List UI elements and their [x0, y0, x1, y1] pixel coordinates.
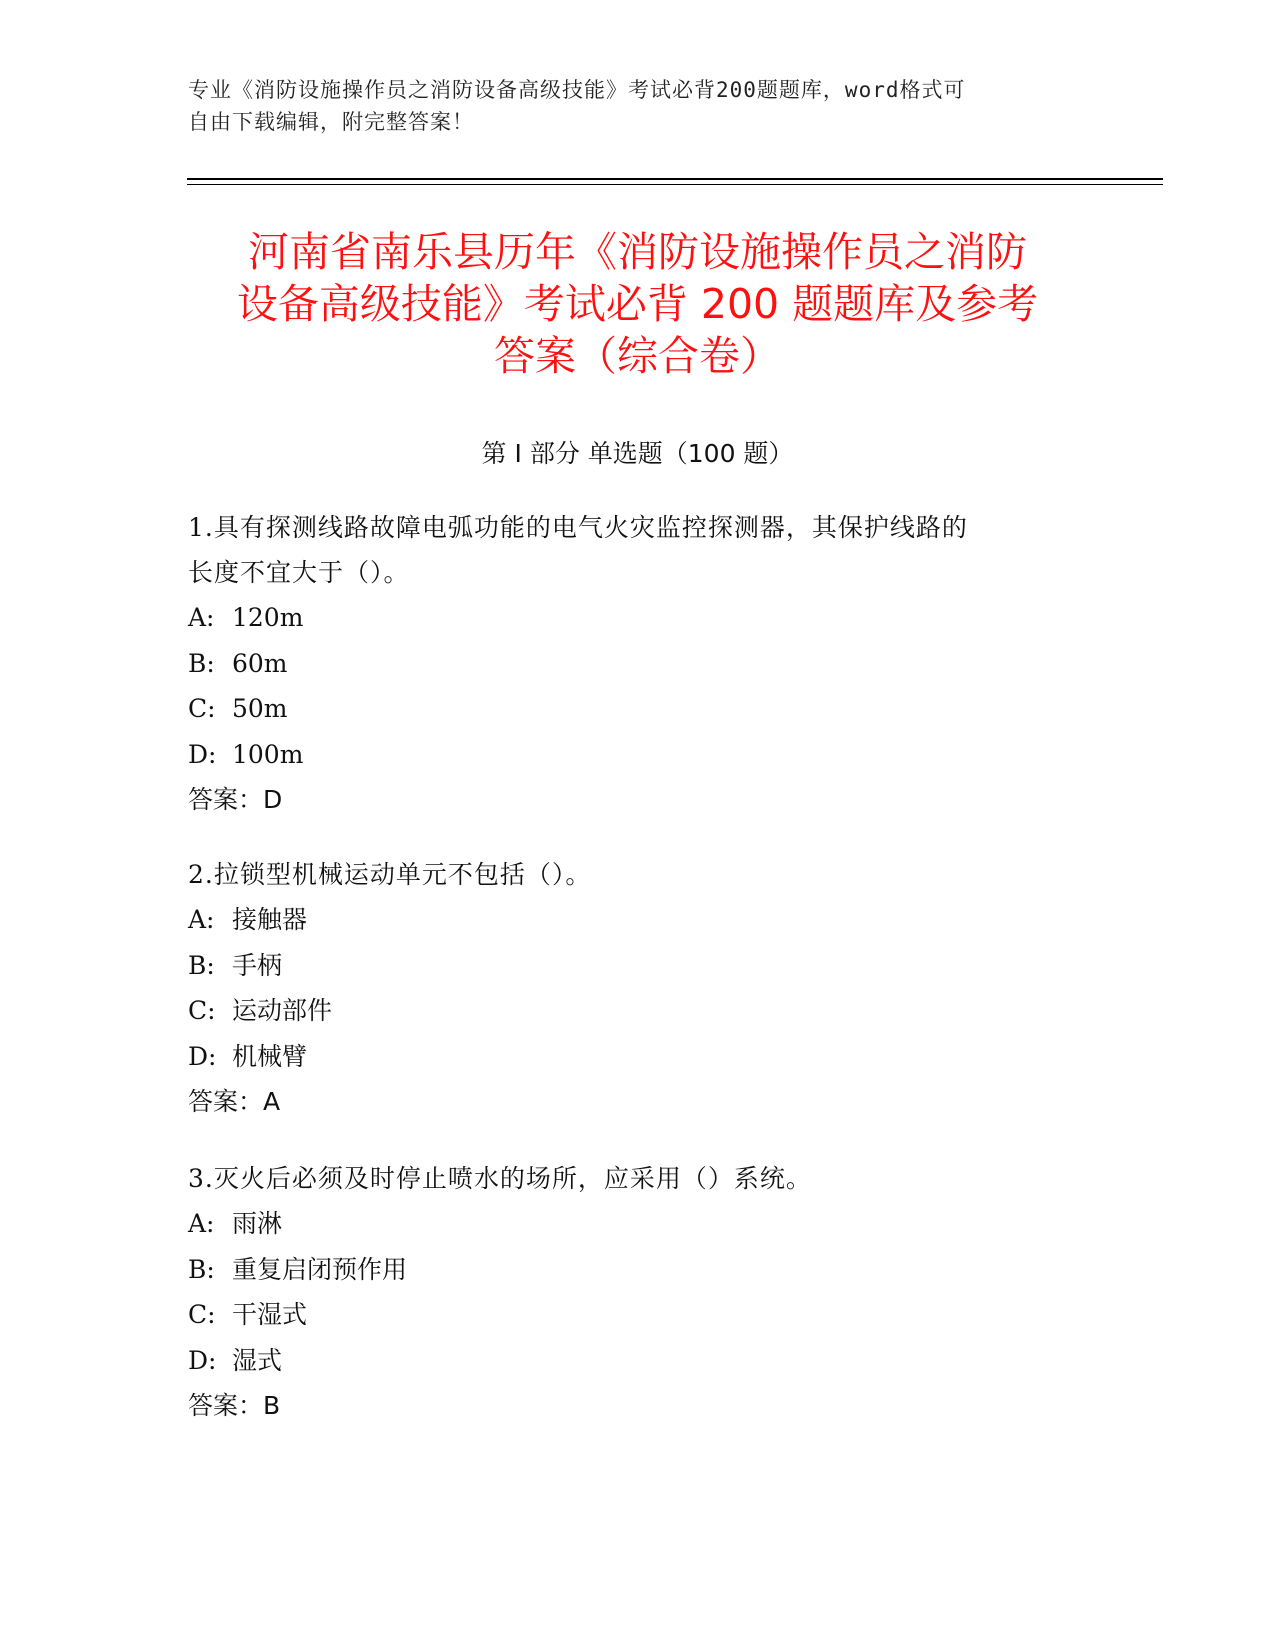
title-line-1: 河南省南乐县历年《消防设施操作员之消防: [248, 228, 1027, 276]
section-heading: 第 I 部分 单选题（100 题）: [481, 439, 794, 468]
question-stem-line-2: 长度不宜大于（）。: [188, 558, 410, 587]
option-letter: A:: [188, 603, 215, 632]
option-text: 60m: [232, 648, 288, 678]
question-stem: [188, 852, 1088, 897]
option-d: [188, 1034, 1088, 1080]
option-text: 运动部件: [232, 996, 333, 1025]
header-divider-thick: [187, 178, 1163, 180]
option-text: 接触器: [232, 905, 308, 934]
option-a: [188, 595, 1088, 641]
option-text: 手柄: [232, 950, 283, 980]
answer-line: 答案：B: [188, 1391, 281, 1420]
answer-line: 答案：D: [188, 785, 283, 814]
question-3: [188, 1156, 1088, 1429]
option-text: 干湿式: [232, 1300, 308, 1329]
document-header-note: [188, 74, 1088, 138]
option-text: 100m: [232, 739, 304, 769]
option-b: [188, 1247, 1088, 1293]
option-letter: C:: [188, 694, 216, 723]
option-text: 重复启闭预作用: [232, 1254, 408, 1284]
option-text: 湿式: [232, 1345, 283, 1375]
question-stem: [188, 1156, 1088, 1201]
option-letter: C:: [188, 996, 216, 1025]
header-divider-thin: [187, 184, 1163, 185]
option-letter: A:: [188, 905, 215, 934]
title-line-3: 答案（综合卷）: [494, 332, 781, 380]
option-letter: D:: [188, 1345, 217, 1375]
option-letter: B:: [188, 950, 215, 980]
option-d: [188, 732, 1088, 778]
option-letter: D:: [188, 1041, 217, 1071]
header-note-line-1: 专业《消防设施操作员之消防设备高级技能》考试必背200题题库，word格式可: [188, 78, 966, 102]
question-stem: [188, 505, 1088, 595]
option-d: [188, 1338, 1088, 1384]
option-a: [188, 897, 1088, 943]
question-stem-line-1: 3.灭火后必须及时停止喷水的场所，应采用（）系统。: [188, 1164, 812, 1193]
question-1: [188, 505, 1088, 823]
option-b: [188, 641, 1088, 687]
header-note-line-2: 自由下载编辑，附完整答案！: [188, 110, 474, 134]
option-c: [188, 686, 1088, 732]
title-line-2: 设备高级技能》考试必背 200 题题库及参考: [236, 280, 1039, 328]
option-letter: D:: [188, 739, 217, 769]
document-title: [160, 226, 1115, 382]
option-a: [188, 1201, 1088, 1247]
question-2: [188, 852, 1088, 1125]
option-text: 50m: [232, 694, 288, 723]
option-text: 120m: [232, 603, 304, 632]
option-letter: C:: [188, 1300, 216, 1329]
option-letter: B:: [188, 648, 215, 678]
option-b: [188, 943, 1088, 989]
option-c: [188, 1292, 1088, 1338]
option-c: [188, 988, 1088, 1034]
option-text: 机械臂: [232, 1041, 308, 1071]
question-stem-line-1: 2.拉锁型机械运动单元不包括（）。: [188, 860, 592, 889]
option-text: 雨淋: [232, 1209, 283, 1238]
answer-line: 答案：A: [188, 1087, 281, 1116]
option-letter: B:: [188, 1254, 215, 1284]
option-letter: A:: [188, 1209, 215, 1238]
question-stem-line-1: 1.具有探测线路故障电弧功能的电气火灾监控探测器，其保护线路的: [188, 513, 968, 542]
